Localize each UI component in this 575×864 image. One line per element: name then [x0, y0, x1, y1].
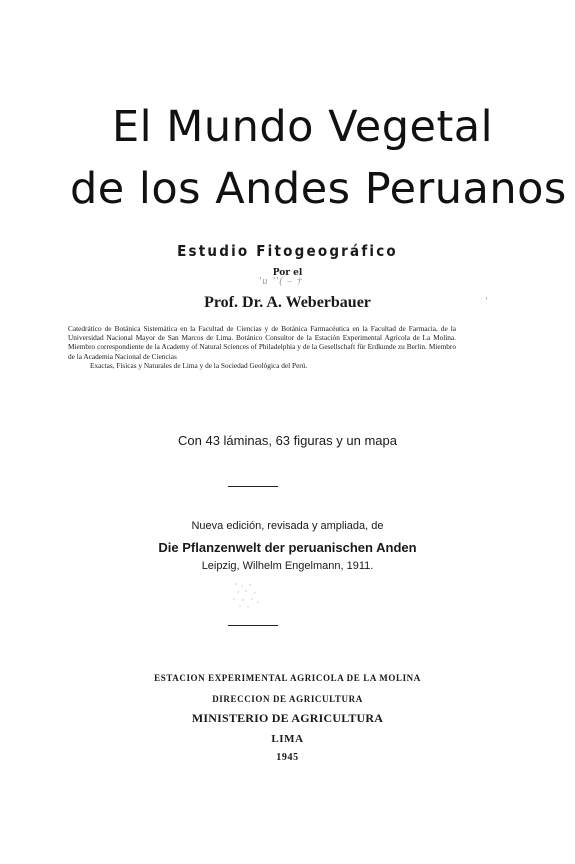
institution-line-1: ESTACION EXPERIMENTAL AGRICOLA DE LA MOLINA: [154, 673, 421, 683]
city: LIMA: [271, 733, 304, 745]
by-label: Por el: [272, 268, 303, 278]
author-credentials: [68, 324, 456, 370]
subtitle: Estudio Fitogeográfico: [177, 242, 398, 260]
institution-line-3: MINISTERIO DE AGRICULTURA: [191, 711, 384, 725]
original-title: Die Pflanzenwelt der peruanischen Anden: [158, 540, 417, 555]
institution-line-2: DIRECCION DE AGRICULTURA: [212, 694, 363, 704]
title-line-2: de los Andes Peruanos: [70, 164, 567, 214]
illustrations-note: Con 43 láminas, 63 figuras y un mapa: [178, 433, 397, 448]
edition-note: Nueva edición, revisada y ampliada, de: [191, 520, 384, 532]
author-name: Prof. Dr. A. Weberbauer: [204, 294, 371, 311]
divider-rule: [228, 486, 278, 487]
handwritten-annotation-mark: ’u ’’( – †: [258, 276, 303, 287]
credentials-text: Catedrático de Botánica Sistemática en la Facultad de Ciencias y de Botánica Farmacéutica en la Facultad de Farmacia, de la Universidad Nacional Mayor de San Marcos de Lima. Botánico Consultor de la Estación Experimental Agrícola de La Molina. Miembro correspondiente de la Academy of Natural Sciences of Philadelphia y de la Gesellschaft für Erdkunde zu Berlin. Miembro de la Academia Nacional de Ciencias: [68, 324, 456, 361]
stamp-residue: [228, 580, 268, 610]
title-line-1: El Mundo Vegetal: [112, 102, 494, 152]
divider-rule: [228, 625, 278, 626]
credentials-last-line: Exactas, Físicas y Naturales de Lima y de la Sociedad Geológica del Perú.: [90, 360, 308, 370]
original-publisher: Leipzig, Wilhelm Engelmann, 1911.: [201, 560, 374, 572]
margin-mark: [486, 297, 487, 300]
year: 1945: [276, 752, 299, 763]
